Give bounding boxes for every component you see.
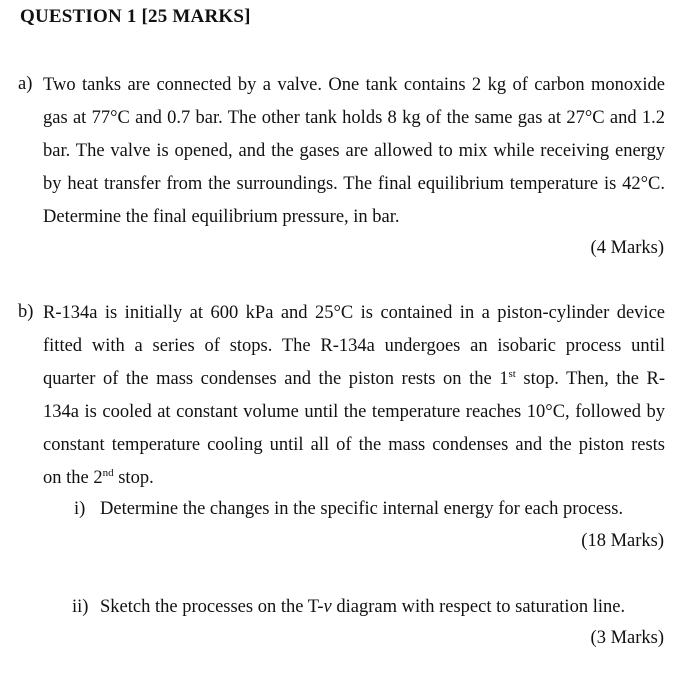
sub-ii-text — [100, 596, 625, 618]
part-a-line-5: Determine the final equilibrium pressure, in bar. — [43, 207, 400, 227]
sub-i-marks: (18 Marks) — [581, 531, 664, 551]
sub-ii-label: ii) — [72, 597, 89, 617]
sub-ii-marks: (3 Marks) — [590, 628, 664, 648]
sub-ii-variable: v — [323, 597, 332, 617]
part-a-label: a) — [18, 74, 33, 94]
part-b-line-6-post: stop. — [113, 468, 154, 488]
question-heading: QUESTION 1 [25 MARKS] — [20, 6, 251, 27]
part-a-line-3: bar. The valve is opened, and the gases are allowed to mix while receiving energy — [43, 141, 665, 161]
part-b-line-2: fitted with a series of stops. The R-134a undergoes an isobaric process until — [43, 336, 665, 356]
part-b-line-3-pre: quarter of the mass condenses and the piston rests on the 1 — [43, 369, 509, 389]
part-b-line-4: 134a is cooled at constant volume until the temperature reaches 10°C, followed by — [43, 402, 665, 422]
superscript-nd: nd — [102, 466, 114, 479]
part-b-line-6 — [43, 467, 154, 489]
part-a-line-2: gas at 77°C and 0.7 bar. The other tank holds 8 kg of the same gas at 27°C and 1.2 — [43, 108, 665, 128]
part-b-line-3 — [43, 368, 665, 390]
sub-i-text: Determine the changes in the specific internal energy for each process. — [100, 499, 624, 519]
sub-ii-text-pre: Sketch the processes on the T- — [100, 597, 324, 617]
part-a-line-1: Two tanks are connected by a valve. One tank contains 2 kg of carbon monoxide — [43, 75, 665, 95]
part-a-line-4: by heat transfer from the surroundings. The final equilibrium temperature is 42°C. — [43, 174, 665, 194]
sub-i-label: i) — [74, 499, 86, 519]
part-b-line-1: R-134a is initially at 600 kPa and 25°C is contained in a piston-cylinder device — [43, 303, 665, 323]
superscript-st: st — [508, 367, 516, 380]
part-a-marks: (4 Marks) — [590, 238, 664, 258]
part-b-line-3-post: stop. Then, the R- — [515, 369, 665, 389]
part-b-line-6-pre: on the 2 — [43, 468, 103, 488]
part-b-label: b) — [18, 302, 34, 322]
sub-ii-text-post: diagram with respect to saturation line. — [331, 597, 626, 617]
part-b-line-5: constant temperature cooling until all of the mass condenses and the piston rests — [43, 435, 665, 455]
